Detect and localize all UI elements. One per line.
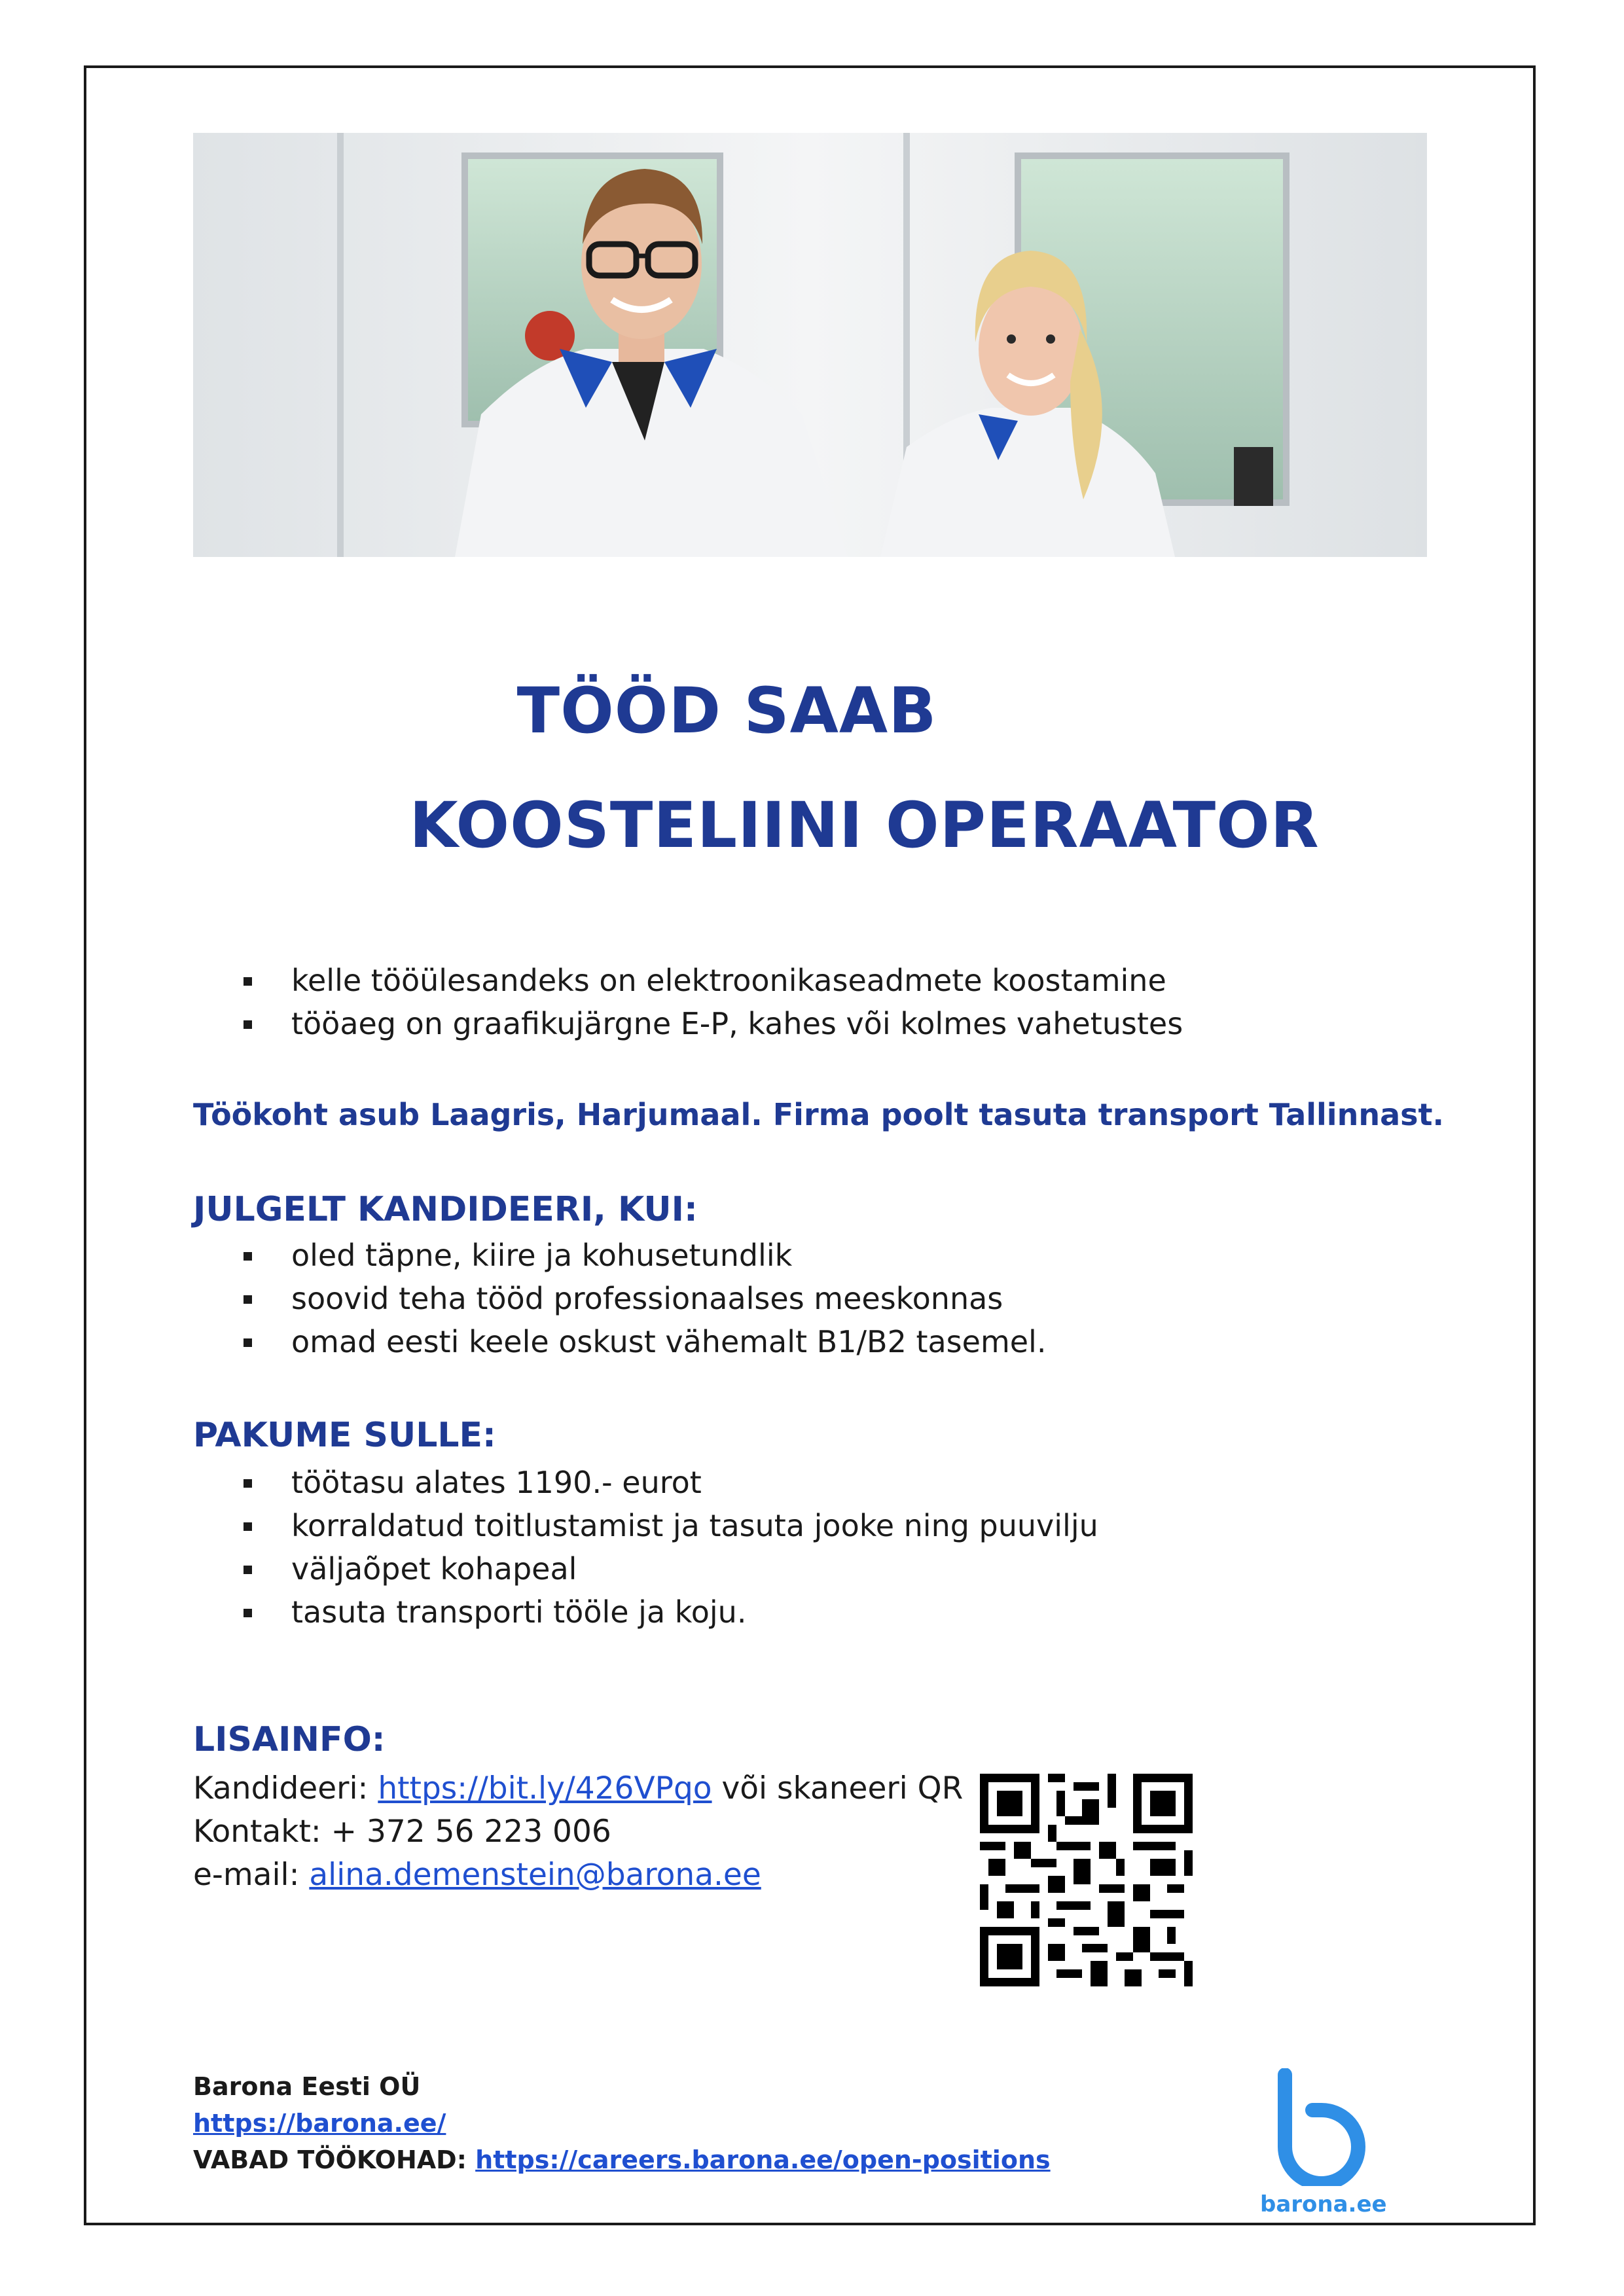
apply-line	[193, 1767, 963, 1810]
info-block	[193, 1767, 963, 1897]
apply-prefix: Kandideeri:	[193, 1770, 378, 1806]
company-site-link[interactable]: https://barona.ee/	[193, 2109, 446, 2138]
apply-heading: JULGELT KANDIDEERI, KUI:	[193, 1190, 698, 1229]
email-prefix: e-mail:	[193, 1857, 310, 1893]
contact-line: Kontakt: + 372 56 223 006	[193, 1814, 611, 1850]
list-item: tasuta transporti tööle ja koju.	[242, 1590, 1098, 1634]
info-heading: LISAINFO:	[193, 1720, 386, 1759]
list-item: väljaõpet kohapeal	[242, 1547, 1098, 1590]
list-item: korraldatud toitlustamist ja tasuta jooke ning puuvilju	[242, 1504, 1098, 1547]
qr-code-icon[interactable]	[980, 1774, 1193, 1986]
header-photo	[193, 133, 1427, 557]
jobs-label: VABAD TÖÖKOHAD:	[193, 2145, 476, 2174]
list-item: soovid teha tööd professionaalses meeskonnas	[242, 1277, 1046, 1320]
company-name: Barona Eesti OÜ	[193, 2072, 421, 2101]
list-item: kelle tööülesandeks on elektroonikaseadmete koostamine	[242, 959, 1183, 1002]
duties-list	[242, 959, 1183, 1045]
barona-logo-icon	[1273, 2068, 1371, 2186]
jobs-link[interactable]: https://careers.barona.ee/open-positions	[475, 2145, 1051, 2174]
list-item: omad eesti keele oskust vähemalt B1/B2 tasemel.	[242, 1320, 1046, 1363]
email-line	[193, 1854, 963, 1897]
apply-suffix: või skaneeri QR	[712, 1770, 964, 1806]
location-note: Töökoht asub Laagris, Harjumaal. Firma poolt tasuta transport Tallinnast.	[193, 1097, 1444, 1132]
list-item: tööaeg on graafikujärgne E-P, kahes või kolmes vahetustes	[242, 1002, 1183, 1045]
list-item: oled täpne, kiire ja kohusetundlik	[242, 1234, 1046, 1277]
logo-text: barona.ee	[1260, 2191, 1387, 2217]
apply-list	[242, 1234, 1046, 1363]
apply-link[interactable]: https://bit.ly/426VPqo	[378, 1770, 712, 1806]
list-item: töötasu alates 1190.- eurot	[242, 1461, 1098, 1504]
offer-list	[242, 1461, 1098, 1634]
jobs-line	[193, 2142, 1051, 2178]
email-link[interactable]: alina.demenstein@barona.ee	[309, 1857, 761, 1893]
headline-line-1: TÖÖD SAAB	[516, 674, 937, 747]
headline-line-2: KOOSTELIINI OPERAATOR	[409, 789, 1320, 862]
footer	[193, 2068, 1051, 2178]
offer-heading: PAKUME SULLE:	[193, 1416, 496, 1455]
